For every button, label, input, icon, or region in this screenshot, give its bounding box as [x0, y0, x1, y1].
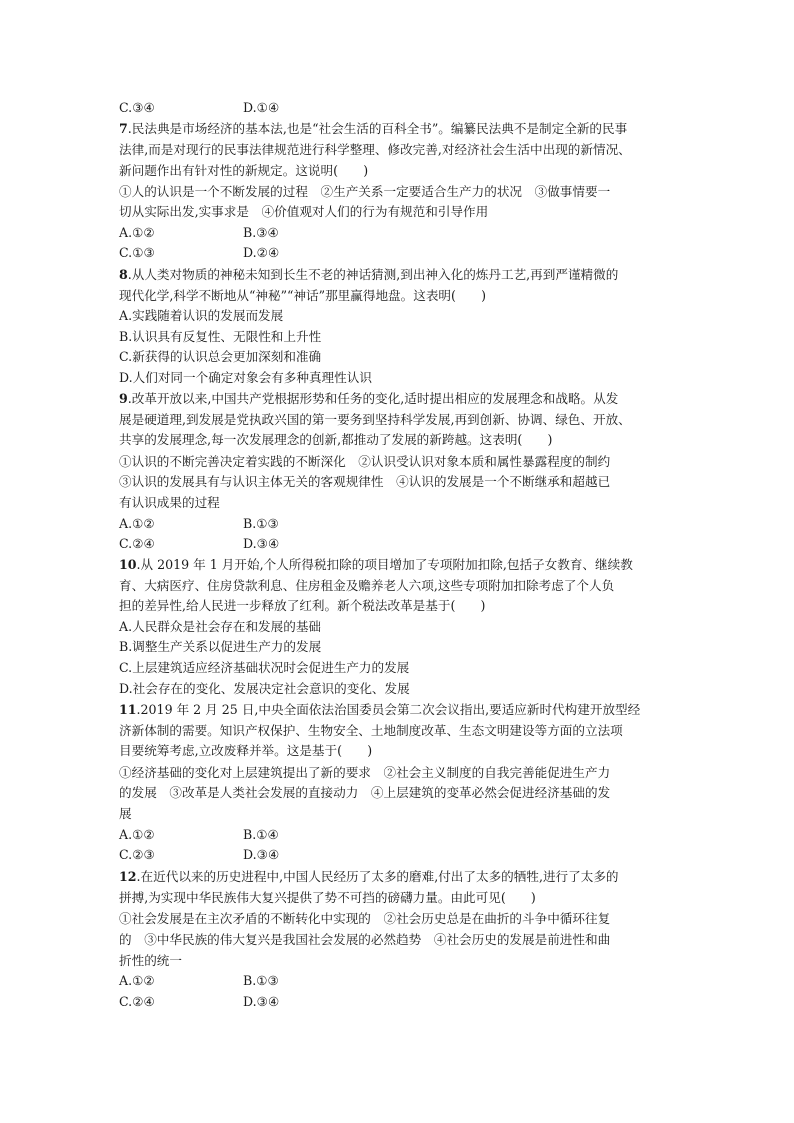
- question-number: 11: [119, 702, 137, 717]
- question-9-line-1: 9.改革开放以来,中国共产党根据形势和任务的变化,适时提出相应的发展理念和战略。从发: [119, 391, 619, 406]
- option-c: C.②③: [119, 847, 155, 862]
- question-number: 9: [119, 391, 128, 406]
- option-d: D.①④: [243, 100, 280, 115]
- question-9-statement: ①认识的不断完善决定着实践的不断深化 ②认识受认识对象本质和属性暴露程度的制约: [119, 454, 611, 469]
- question-number: 8: [119, 267, 128, 282]
- question-12-statement: ①社会发展是在主次矛盾的不断转化中实现的 ②社会历史总是在曲折的斗争中循环往复: [119, 911, 611, 926]
- option-c: C.③④: [119, 100, 155, 115]
- option-a: A.①②: [119, 516, 155, 531]
- option-d: D.社会存在的变化、发展决定社会意识的变化、发展: [119, 681, 410, 696]
- question-10-line-2: 育、大病医疗、住房贷款利息、住房租金及赡养老人六项,这些专项附加扣除考虑了个人负: [119, 578, 615, 593]
- option-b: B.③④: [243, 225, 279, 240]
- question-11-statement: 展: [119, 806, 132, 821]
- question-7-line-3: 新问题作出有针对性的新规定。这说明( ): [119, 163, 369, 178]
- question-11-line-2: 济新体制的需要。知识产权保护、生物安全、土地制度改革、生态文明建设等方面的立法项: [119, 723, 623, 738]
- option-d: D.②④: [243, 245, 280, 260]
- option-a: A.人民群众是社会存在和发展的基础: [119, 619, 322, 634]
- question-8-line-2: 现代化学,科学不断地从“神秘”“神话”那里赢得地盘。这表明( ): [119, 288, 487, 303]
- question-11-line-3: 目要统筹考虑,立改废释并举。这是基于( ): [119, 743, 373, 758]
- question-7-line-1: 7.民法典是市场经济的基本法,也是“社会生活的百科全书”。编纂民法典不是制定全新的民事: [119, 121, 628, 136]
- option-d: D.③④: [243, 847, 280, 862]
- question-9-statement: ③认识的发展具有与认识主体无关的客观规律性 ④认识的发展是一个不断继承和超越已: [119, 474, 611, 489]
- question-12-statement: 折性的统一: [119, 953, 182, 968]
- question-12-line-1: 12.在近代以来的历史进程中,中国人民经历了太多的磨难,付出了太多的牺牲,进行了太多的: [119, 869, 619, 884]
- option-c: C.新获得的认识总会更加深刻和准确: [119, 349, 322, 364]
- option-c: C.上层建筑适应经济基础状况时会促进生产力的发展: [119, 660, 410, 675]
- option-c: C.②④: [119, 994, 155, 1009]
- option-d: D.③④: [243, 536, 280, 551]
- option-a: A.①②: [119, 827, 155, 842]
- question-12-line-2: 拼搏,为实现中华民族伟大复兴提供了势不可挡的磅礴力量。由此可见( ): [119, 890, 536, 905]
- question-11-statement: 的发展 ③改革是人类社会发展的直接动力 ④上层建筑的变革必然会促进经济基础的发: [119, 785, 611, 800]
- question-9-line-2: 展是硬道理,到发展是党执政兴国的第一要务到坚持科学发展,再到创新、协调、绿色、开放、: [119, 412, 631, 427]
- question-9-line-3: 共享的发展理念,每一次发展理念的创新,都推动了发展的新跨越。这表明( ): [119, 432, 553, 447]
- option-a: A.实践随着认识的发展而发展: [119, 308, 284, 323]
- option-b: B.①③: [243, 973, 279, 988]
- question-10-line-3: 担的差异性,给人民进一步释放了红利。新个税法改革是基于( ): [119, 598, 486, 613]
- question-number: 7: [119, 121, 128, 136]
- option-c: C.②④: [119, 536, 155, 551]
- question-12-statement: 的 ③中华民族的伟大复兴是我国社会发展的必然趋势 ④社会历史的发展是前进性和曲: [119, 932, 611, 947]
- question-7-line-2: 法律,而是对现行的民事法律规范进行科学整理、修改完善,对经济社会生活中出现的新情况、: [119, 142, 631, 157]
- option-a: A.①②: [119, 973, 155, 988]
- option-d: D.③④: [243, 994, 280, 1009]
- question-11-line-1: 11.2019 年 2 月 25 日,中央全面依法治国委员会第二次会议指出,要适应新时代构建开放型经: [119, 702, 641, 717]
- option-b: B.①③: [243, 516, 279, 531]
- option-d: D.人们对同一个确定对象会有多种真理性认识: [119, 370, 372, 385]
- question-8-line-1: 8.从人类对物质的神秘未知到长生不老的神话猜测,到出神入化的炼丹工艺,再到严谨精微的: [119, 267, 619, 282]
- question-7-statement: 切从实际出发,实事求是 ④价值观对人们的行为有规范和引导作用: [119, 204, 489, 219]
- question-number: 12: [119, 869, 137, 884]
- question-11-statement: ①经济基础的变化对上层建筑提出了新的要求 ②社会主义制度的自我完善能促进生产力: [119, 765, 611, 780]
- question-number: 10: [119, 557, 137, 572]
- option-b: B.①④: [243, 827, 279, 842]
- question-9-statement: 有认识成果的过程: [119, 495, 220, 510]
- option-a: A.①②: [119, 225, 155, 240]
- option-b: B.调整生产关系以促进生产力的发展: [119, 639, 322, 654]
- option-b: B.认识具有反复性、无限性和上升性: [119, 329, 322, 344]
- question-10-line-1: 10.从 2019 年 1 月开始,个人所得税扣除的项目增加了专项附加扣除,包括子女教育、继续教: [119, 557, 633, 572]
- question-7-statement: ①人的认识是一个不断发展的过程 ②生产关系一定要适合生产力的状况 ③做事情要一: [119, 184, 611, 199]
- option-c: C.①③: [119, 245, 155, 260]
